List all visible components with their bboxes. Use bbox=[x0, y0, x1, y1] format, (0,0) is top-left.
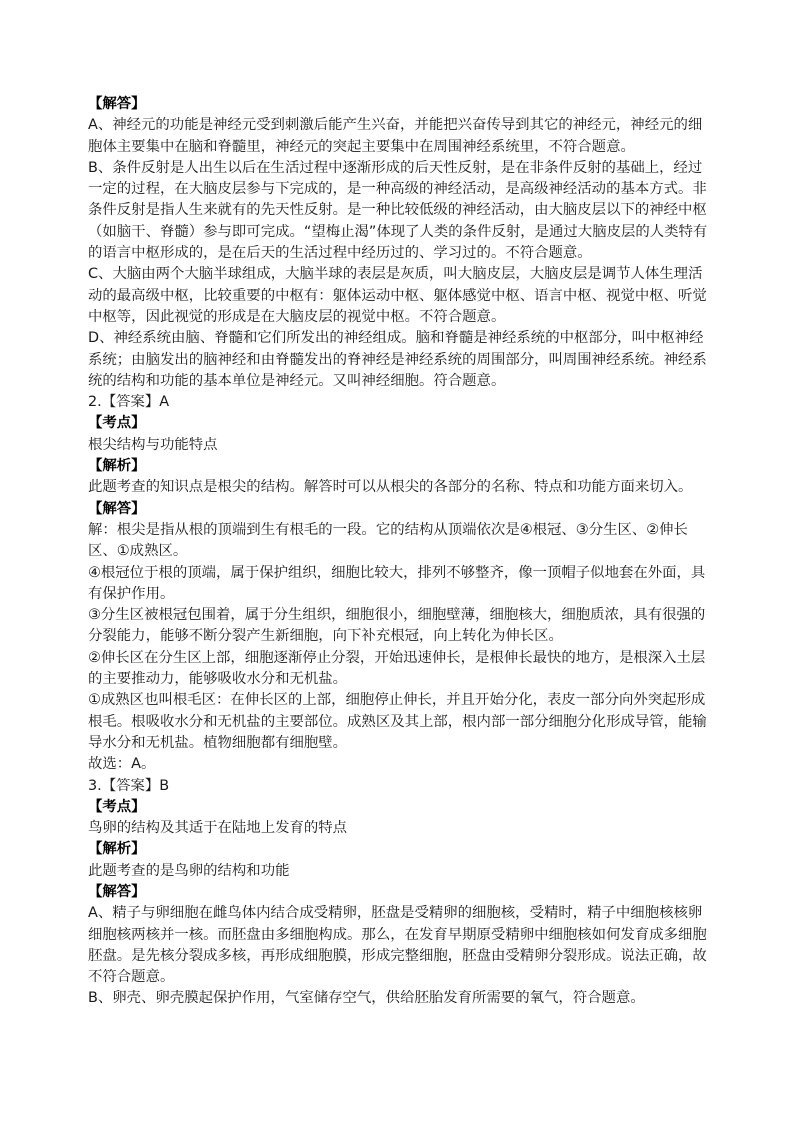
paragraph: 故选：A。 bbox=[88, 756, 156, 773]
paragraph: 2.【答案】A bbox=[88, 394, 170, 411]
paragraph: 此题考查的是鸟卵的结构和功能 bbox=[88, 862, 290, 879]
paragraph: ②伸长区在分生区上部，细胞逐渐停止分裂，开始迅速伸长，是根伸长最快的地方，是根深入土层的主要推动力，能够吸收水分和无机盐。 bbox=[88, 649, 706, 688]
paragraph: B、条件反射是人出生以后在生活过程中逐渐形成的后天性反射，是在非条件反射的基础上，经过一定的过程，在大脑皮层参与下完成的，是一种高级的神经活动，是高级神经活动的基本方式。非条件反射是指人生来就有的先天性反射。是一种比较低级的神经活动，由大脑皮层以下的神经中枢（如脑干、脊髓）参与即可完成。“望梅止渴”体现了人类的条件反射，是通过大脑皮层的人类特有的语言中枢形成的，是在后天的生活过程中经历过的、学习过的。不符合题意。 bbox=[88, 159, 708, 262]
paragraph: 鸟卵的结构及其适于在陆地上发育的特点 bbox=[88, 820, 348, 837]
paragraph: 解：根尖是指从根的顶端到生有根毛的一段。它的结构从顶端依次是④根冠、③分生区、②伸长区、①成熟区。 bbox=[88, 521, 688, 560]
paragraph: 3.【答案】B bbox=[88, 777, 170, 794]
paragraph: 根尖结构与功能特点 bbox=[88, 436, 218, 453]
paragraph: ①成熟区也叫根毛区：在伸长区的上部，细胞停止伸长，并且开始分化，表皮一部分向外突起形成根毛。根吸收水分和无机盐的主要部位。成熟区及其上部，根内部一部分细胞分化形成导管，能输导水分和无机盐。植物细胞都有细胞壁。 bbox=[88, 692, 707, 751]
paragraph: 此题考查的知识点是根尖的结构。解答时可以从根尖的各部分的名称、特点和功能方面来切入。 bbox=[88, 479, 693, 496]
paragraph: ④根冠位于根的顶端，属于保护组织，细胞比较大，排列不够整齐，像一顶帽子似地套在外面，具有保护作用。 bbox=[88, 564, 706, 602]
paragraph: C、大脑由两个大脑半球组成，大脑半球的表层是灰质，叫大脑皮层，大脑皮层是调节人体生理活动的最高级中枢，比较重要的中枢有：躯体运动中枢、躯体感觉中枢、语言中枢、视觉中枢、听觉中枢等，因此视觉的形成是在大脑皮层的视觉中枢。不符合题意。 bbox=[88, 266, 707, 325]
section-heading: 【解答】 bbox=[88, 883, 146, 900]
paragraph: A、神经元的功能是神经元受到刺激后能产生兴奋，并能把兴奋传导到其它的神经元，神经元的细胞体主要集中在脑和脊髓里，神经元的突起主要集中在周围神经系统里，不符合题意。 bbox=[88, 117, 703, 155]
paragraph: B、卵壳、卵壳膜起保护作用，气室储存空气，供给胚胎发育所需要的氧气，符合题意。 bbox=[88, 990, 645, 1007]
paragraph: ③分生区被根冠包围着，属于分生组织，细胞很小，细胞壁薄，细胞核大，细胞质浓，具有很强的分裂能力，能够不断分裂产生新细胞，向下补充根冠，向上转化为伸长区。 bbox=[88, 607, 706, 645]
section-heading: 【解析】 bbox=[88, 458, 146, 475]
document-body bbox=[88, 94, 708, 1010]
section-heading: 【考点】 bbox=[88, 415, 146, 432]
section-heading: 【解答】 bbox=[88, 96, 146, 112]
section-heading: 【考点】 bbox=[88, 798, 146, 815]
paragraph: A、精子与卵细胞在雌鸟体内结合成受精卵，胚盘是受精卵的细胞核，受精时，精子中细胞核核卵细胞核两核并一核。而胚盘由多细胞构成。那么，在发育早期原受精卵中细胞核如何发育成多细胞胚盘。是先核分裂成多核，再形成细胞膜，形成完整细胞，胚盘由受精卵分裂形成。说法正确，故不符合题意。 bbox=[88, 905, 707, 986]
section-heading: 【解答】 bbox=[88, 500, 146, 517]
section-heading: 【解析】 bbox=[88, 841, 146, 858]
paragraph: D、神经系统由脑、脊髓和它们所发出的神经组成。脑和脊髓是神经系统的中枢部分，叫中枢神经系统；由脑发出的脑神经和由脊髓发出的脊神经是神经系统的周围部分，叫周围神经系统。神经系统的结构和功能的基本单位是神经元。又叫神经细胞。符合题意。 bbox=[88, 330, 707, 389]
